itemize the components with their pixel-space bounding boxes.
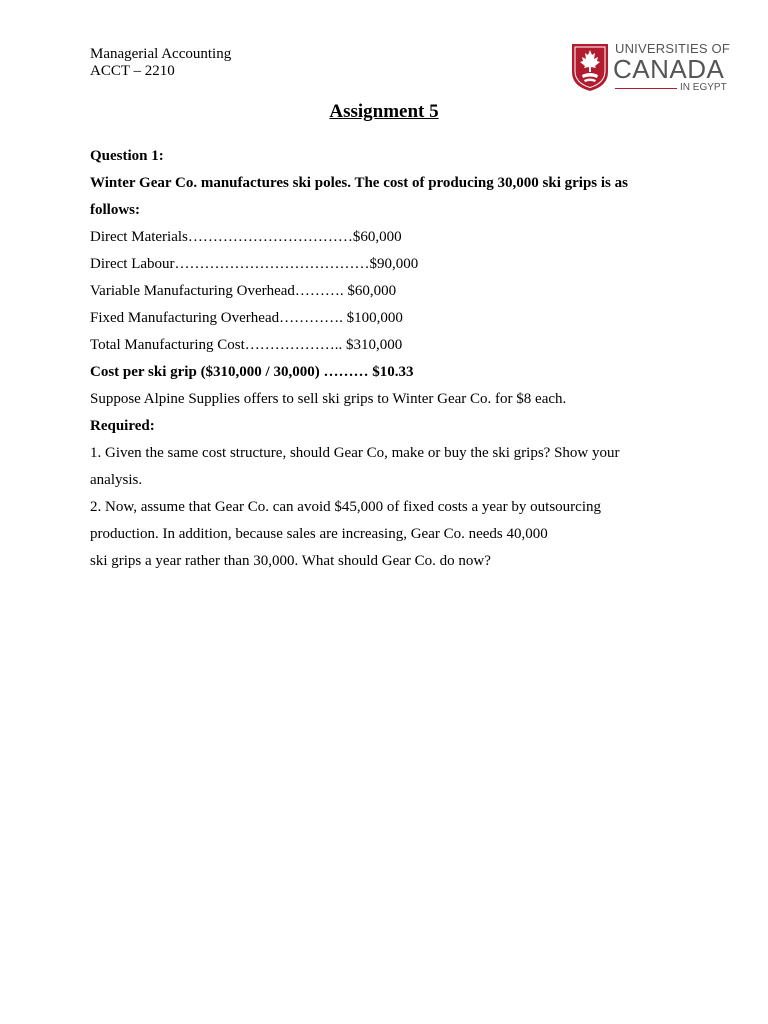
requirement-1-line-2: analysis. [90,472,143,488]
assignment-title: Assignment 5 [329,101,439,122]
question-intro-line-1: Winter Gear Co. manufactures ski poles. The cost of producing 30,000 ski grips is as [90,175,628,191]
logo-divider [615,88,677,89]
university-logo [570,42,730,94]
question-heading: Question 1: [90,148,164,164]
cost-item-total: Total Manufacturing Cost……………….. $310,000 [90,337,403,353]
required-label: Required: [90,418,155,434]
requirement-1-line-1: 1. Given the same cost structure, should Gear Co, make or buy the ski grips? Show your [90,445,620,461]
requirement-2-line-2: production. In addition, because sales are increasing, Gear Co. needs 40,000 [90,526,548,542]
requirement-2-line-3: ski grips a year rather than 30,000. What should Gear Co. do now? [90,553,491,569]
logo-text-in-egypt: IN EGYPT [680,82,727,93]
cost-item-direct-labour: Direct Labour…………………………………$90,000 [90,256,419,272]
question-body [90,143,650,575]
cost-item-variable-overhead: Variable Manufacturing Overhead………. $60,000 [90,283,397,299]
course-header [90,46,231,80]
maple-leaf-crest-icon [570,42,610,92]
cost-item-direct-materials: Direct Materials……………………………$60,000 [90,229,402,245]
cost-per-unit: Cost per ski grip ($310,000 / 30,000) ……… $10.33 [90,364,414,380]
question-intro-line-2: follows: [90,202,140,218]
supplier-offer: Suppose Alpine Supplies offers to sell ski grips to Winter Gear Co. for $8 each. [90,391,567,407]
logo-text-universities: UNIVERSITIES OF [615,41,730,56]
course-name: Managerial Accounting [90,46,232,62]
requirement-2-line-1: 2. Now, assume that Gear Co. can avoid $45,000 of fixed costs a year by outsourcing [90,499,601,515]
course-code: ACCT – 2210 [90,63,175,79]
cost-item-fixed-overhead: Fixed Manufacturing Overhead…………. $100,000 [90,310,403,326]
logo-text-canada: CANADA [613,54,725,84]
